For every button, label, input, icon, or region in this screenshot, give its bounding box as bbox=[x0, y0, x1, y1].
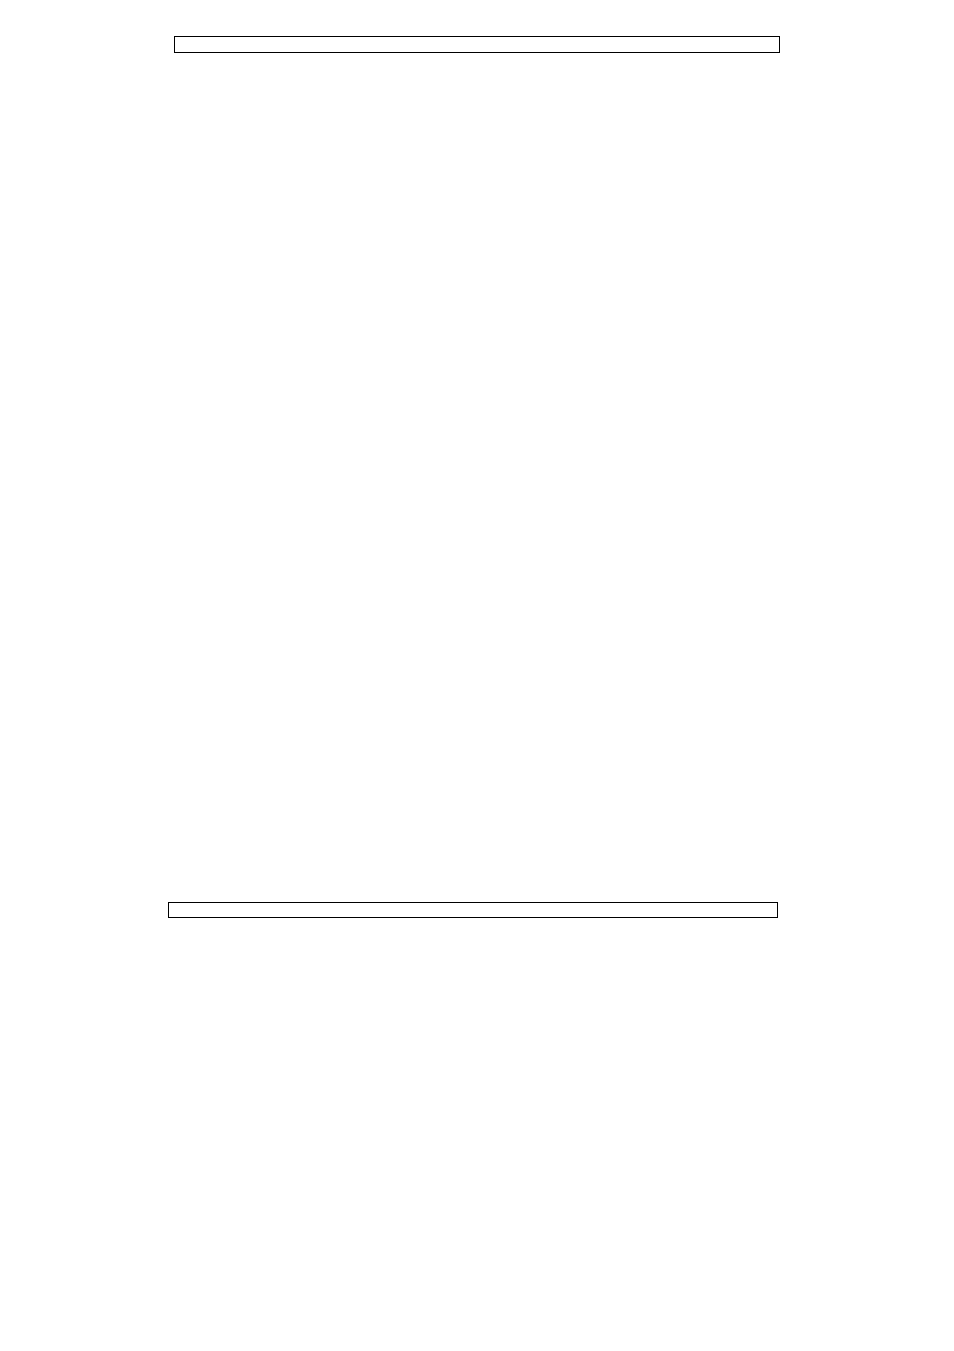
page-footer bbox=[168, 902, 778, 918]
section-5-heading bbox=[177, 698, 204, 716]
section-4-heading bbox=[177, 241, 204, 259]
page-header bbox=[174, 36, 780, 53]
